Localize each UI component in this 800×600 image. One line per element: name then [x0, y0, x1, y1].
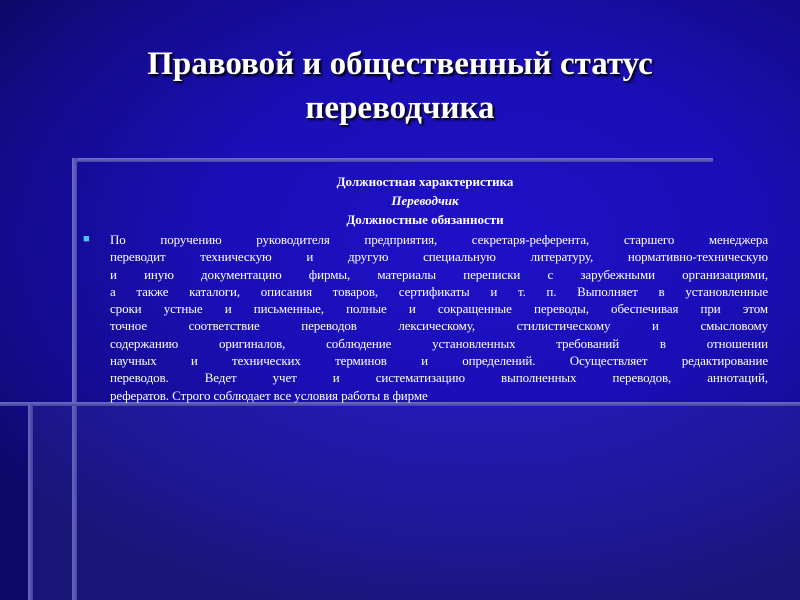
duties-line: содержанию оригиналов, соблюдение установленных требований в отношении — [110, 335, 768, 351]
duties-line: сроки устные и письменные, полные и сокращенные переводы, обеспечивая при этом — [110, 301, 768, 317]
duties-bullet — [80, 231, 770, 404]
duties-line: По поручению руководителя предприятия, секретаря-референта, старшего менеджера — [110, 232, 768, 247]
top-horizontal-rule — [72, 158, 713, 162]
duties-heading: Должностные обязанности — [346, 212, 504, 227]
slide-title-line-2: переводчика — [305, 90, 495, 126]
duties-line: переводит техническую и другую специальную литературу, нормативно-техническую — [110, 249, 768, 265]
side-vertical-rule — [28, 404, 33, 600]
slide-title — [0, 42, 800, 130]
duties-line: переводов. Ведет учет и систематизацию выполненных переводов, аннотаций, — [110, 370, 768, 386]
duties-line: точное соответствие переводов лексическому, стилистическому и смысловому — [110, 318, 768, 334]
content-area — [80, 172, 770, 404]
lower-panel — [33, 406, 800, 600]
slide-title-line-1: Правовой и общественный статус — [147, 46, 653, 82]
duties-line: и иную документацию фирмы, материалы переписки с зарубежными организациями, — [110, 266, 768, 282]
duties-line: научных и технических терминов и определений. Осуществляет редактирование — [110, 353, 768, 369]
duties-line: рефератов. Строго соблюдает все условия работы в фирме — [110, 387, 428, 403]
duties-line: а также каталоги, описания товаров, сертификаты и т. п. Выполняет в установленные — [110, 283, 768, 299]
duties-text — [110, 231, 768, 404]
square-bullet-icon: ■ — [83, 233, 90, 245]
job-description-heading: Должностная характеристика — [336, 174, 514, 189]
position-subheading: Переводчик — [391, 193, 459, 208]
